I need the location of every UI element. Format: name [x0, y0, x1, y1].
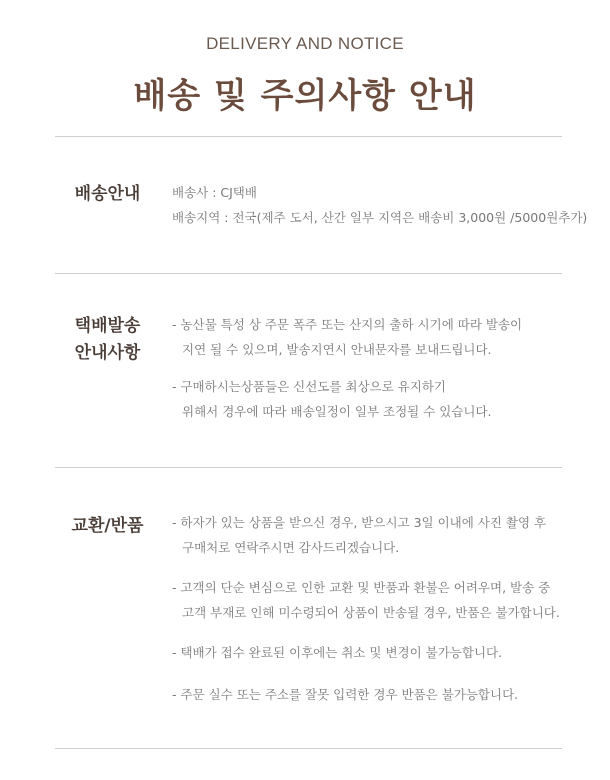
section-title-line: 배송안내 [74, 184, 141, 204]
header-subtitle: DELIVERY AND NOTICE [206, 34, 404, 53]
section-exchange-return-body-1 [172, 510, 546, 560]
section-exchange-return-body-2 [172, 575, 560, 625]
page-title: 배송 및 주의사항 안내 [133, 76, 477, 116]
section-shipping-notice-title [60, 313, 155, 367]
return-item-line: - 하자가 있는 상품을 받으신 경우, 받으시고 3일 이내에 사진 촬영 후 [172, 515, 547, 530]
divider-1 [55, 273, 562, 274]
notice-item-line: 위해서 경우에 따라 배송일정이 일부 조정될 수 있습니다. [182, 404, 492, 419]
return-item-line: - 택배가 접수 완료된 이후에는 취소 및 변경이 불가능합니다. [172, 645, 503, 660]
return-item-line: - 고객의 단순 변심으로 인한 교환 및 반품과 환불은 어려우며, 발송 중 [172, 580, 551, 595]
divider-bottom [55, 748, 562, 749]
notice-item-line: 지연 될 수 있으며, 발송지연시 안내문자를 보내드립니다. [182, 342, 492, 357]
section-title-line: 안내사항 [74, 343, 141, 363]
section-delivery-body [172, 180, 587, 230]
section-title-line: 택배발송 [74, 316, 141, 336]
return-item-line: 구매처로 연락주시면 감사드리겠습니다. [182, 540, 400, 555]
section-title-line: 교환/반품 [71, 516, 144, 536]
delivery-region-text: 배송지역 : 전국(제주 도서, 산간 일부 지역은 배송비 3,000원 /5000원추가) [172, 210, 588, 225]
section-shipping-notice-body [172, 312, 522, 362]
delivery-company-text: 배송사 : CJ택배 [172, 185, 257, 200]
section-shipping-notice-body-2 [172, 374, 492, 424]
section-exchange-return-title [60, 513, 155, 540]
section-exchange-return-body-3 [172, 640, 502, 665]
notice-item-line: - 농산물 특성 상 주문 폭주 또는 산지의 출하 시기에 따라 발송이 [172, 317, 523, 332]
divider-2 [55, 467, 562, 468]
divider-top [55, 136, 562, 137]
notice-item-line: - 구매하시는상품들은 신선도를 최상으로 유지하기 [172, 379, 446, 394]
return-item-line: - 주문 실수 또는 주소를 잘못 입력한 경우 반품은 불가능합니다. [172, 687, 519, 702]
section-exchange-return-body-4 [172, 682, 518, 707]
return-item-line: 고객 부재로 인해 미수령되어 상품이 반송될 경우, 반품은 불가합니다. [182, 605, 560, 620]
section-delivery-title [60, 181, 155, 208]
